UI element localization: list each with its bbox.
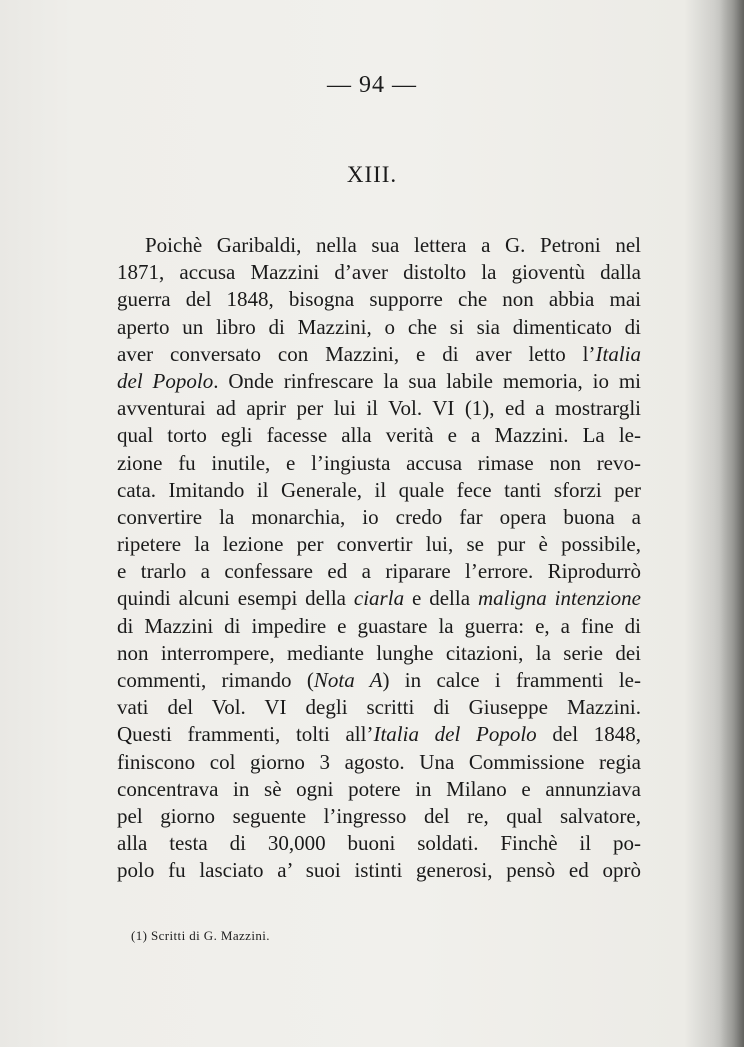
italic-title: Italia del Popolo [373, 722, 537, 747]
text-line [117, 585, 641, 612]
text-line [117, 694, 641, 721]
text-segment: e della [404, 586, 478, 611]
text-line [117, 558, 641, 585]
text-segment: concentrava in sè ogni potere in Milano e annunziava [117, 776, 641, 801]
text-line [117, 422, 641, 449]
body-paragraph [117, 232, 641, 885]
text-segment: avventurai ad aprir per lui il Vol. VI (1), ed a mostrargli [117, 396, 641, 421]
text-line [117, 721, 641, 748]
text-line-content [117, 721, 641, 748]
text-segment: non interrompere, mediante lunghe citazioni, la serie dei [117, 640, 641, 665]
text-line [117, 830, 641, 857]
text-segment: convertire la monarchia, io credo far opera buona a [117, 504, 641, 529]
page-number: — 94 — [327, 72, 417, 98]
text-line [117, 450, 641, 477]
text-segment: ripetere la lezione per convertir lui, se pur è possibile, [117, 532, 641, 557]
text-line [117, 776, 641, 803]
text-line [117, 286, 641, 313]
text-line-content [117, 585, 641, 612]
text-segment: vati del Vol. VI degli scritti di Giuseppe Mazzini. [117, 695, 641, 720]
text-line [117, 368, 641, 395]
text-line [117, 749, 641, 776]
text-line [117, 531, 641, 558]
text-line [117, 314, 641, 341]
italic-title: Italia [595, 341, 641, 366]
text-segment: e trarlo a confessare ed a riparare l’errore. Riprodurrò [117, 559, 641, 584]
text-segment: quindi alcuni esempi della [117, 586, 354, 611]
text-segment: aperto un libro di Mazzini, o che si sia dimenticato di [117, 314, 641, 339]
text-segment: ) in calce i frammenti le- [382, 668, 641, 692]
italic-term: maligna intenzione [477, 586, 641, 611]
text-line-content [117, 368, 641, 395]
text-segment: pel giorno seguente l’ingresso del re, qual salvatore, [117, 803, 641, 828]
text-line-content [117, 667, 641, 694]
text-segment: alla testa di 30,000 buoni soldati. Finchè il po- [117, 831, 641, 856]
text-segment: qual torto egli facesse alla verità e a Mazzini. La le- [117, 423, 641, 448]
text-line [117, 613, 641, 640]
text-segment: cata. Imitando il Generale, il quale fece tanti sforzi per [117, 477, 641, 502]
text-segment: Poichè Garibaldi, nella sua lettera a G. Petroni nel [145, 233, 641, 257]
italic-title: del Popolo [117, 368, 214, 393]
text-line [117, 640, 641, 667]
footnote: (1) Scritti di G. Mazzini. [131, 928, 270, 943]
text-line [117, 232, 641, 259]
text-line [117, 259, 641, 286]
text-line [117, 857, 641, 884]
text-segment: zione fu inutile, e l’ingiusta accusa rimase non revo- [117, 450, 641, 475]
text-segment: commenti, rimando ( [117, 668, 314, 692]
text-segment: polo fu lasciato a’ suoi istinti generosi, pensò ed oprò [117, 858, 641, 883]
text-line [117, 667, 641, 694]
text-segment: di Mazzini di impedire e guastare la guerra: e, a fine di [117, 613, 641, 638]
text-segment: Questi frammenti, tolti all’ [117, 722, 374, 747]
text-segment: finiscono col giorno 3 agosto. Una Commissione regia [117, 749, 641, 774]
text-line [117, 803, 641, 830]
text-segment: guerra del 1848, bisogna supporre che non abbia mai [117, 287, 641, 312]
italic-term: ciarla [353, 586, 405, 611]
chapter-heading: XIII. [346, 162, 398, 187]
text-segment: . Onde rinfrescare la sua labile memoria, io mi [213, 368, 641, 393]
text-line [117, 395, 641, 422]
text-line [117, 341, 641, 368]
text-segment: del 1848, [536, 722, 641, 747]
italic-note-ref: Nota A [313, 668, 383, 692]
page-binding-edge [720, 0, 744, 1047]
text-line [117, 477, 641, 504]
text-line [117, 504, 641, 531]
text-segment: 1871, accusa Mazzini d’aver distolto la gioventù dalla [117, 260, 641, 285]
text-line-content [117, 341, 641, 368]
text-segment: aver conversato con Mazzini, e di aver letto l’ [117, 341, 596, 366]
